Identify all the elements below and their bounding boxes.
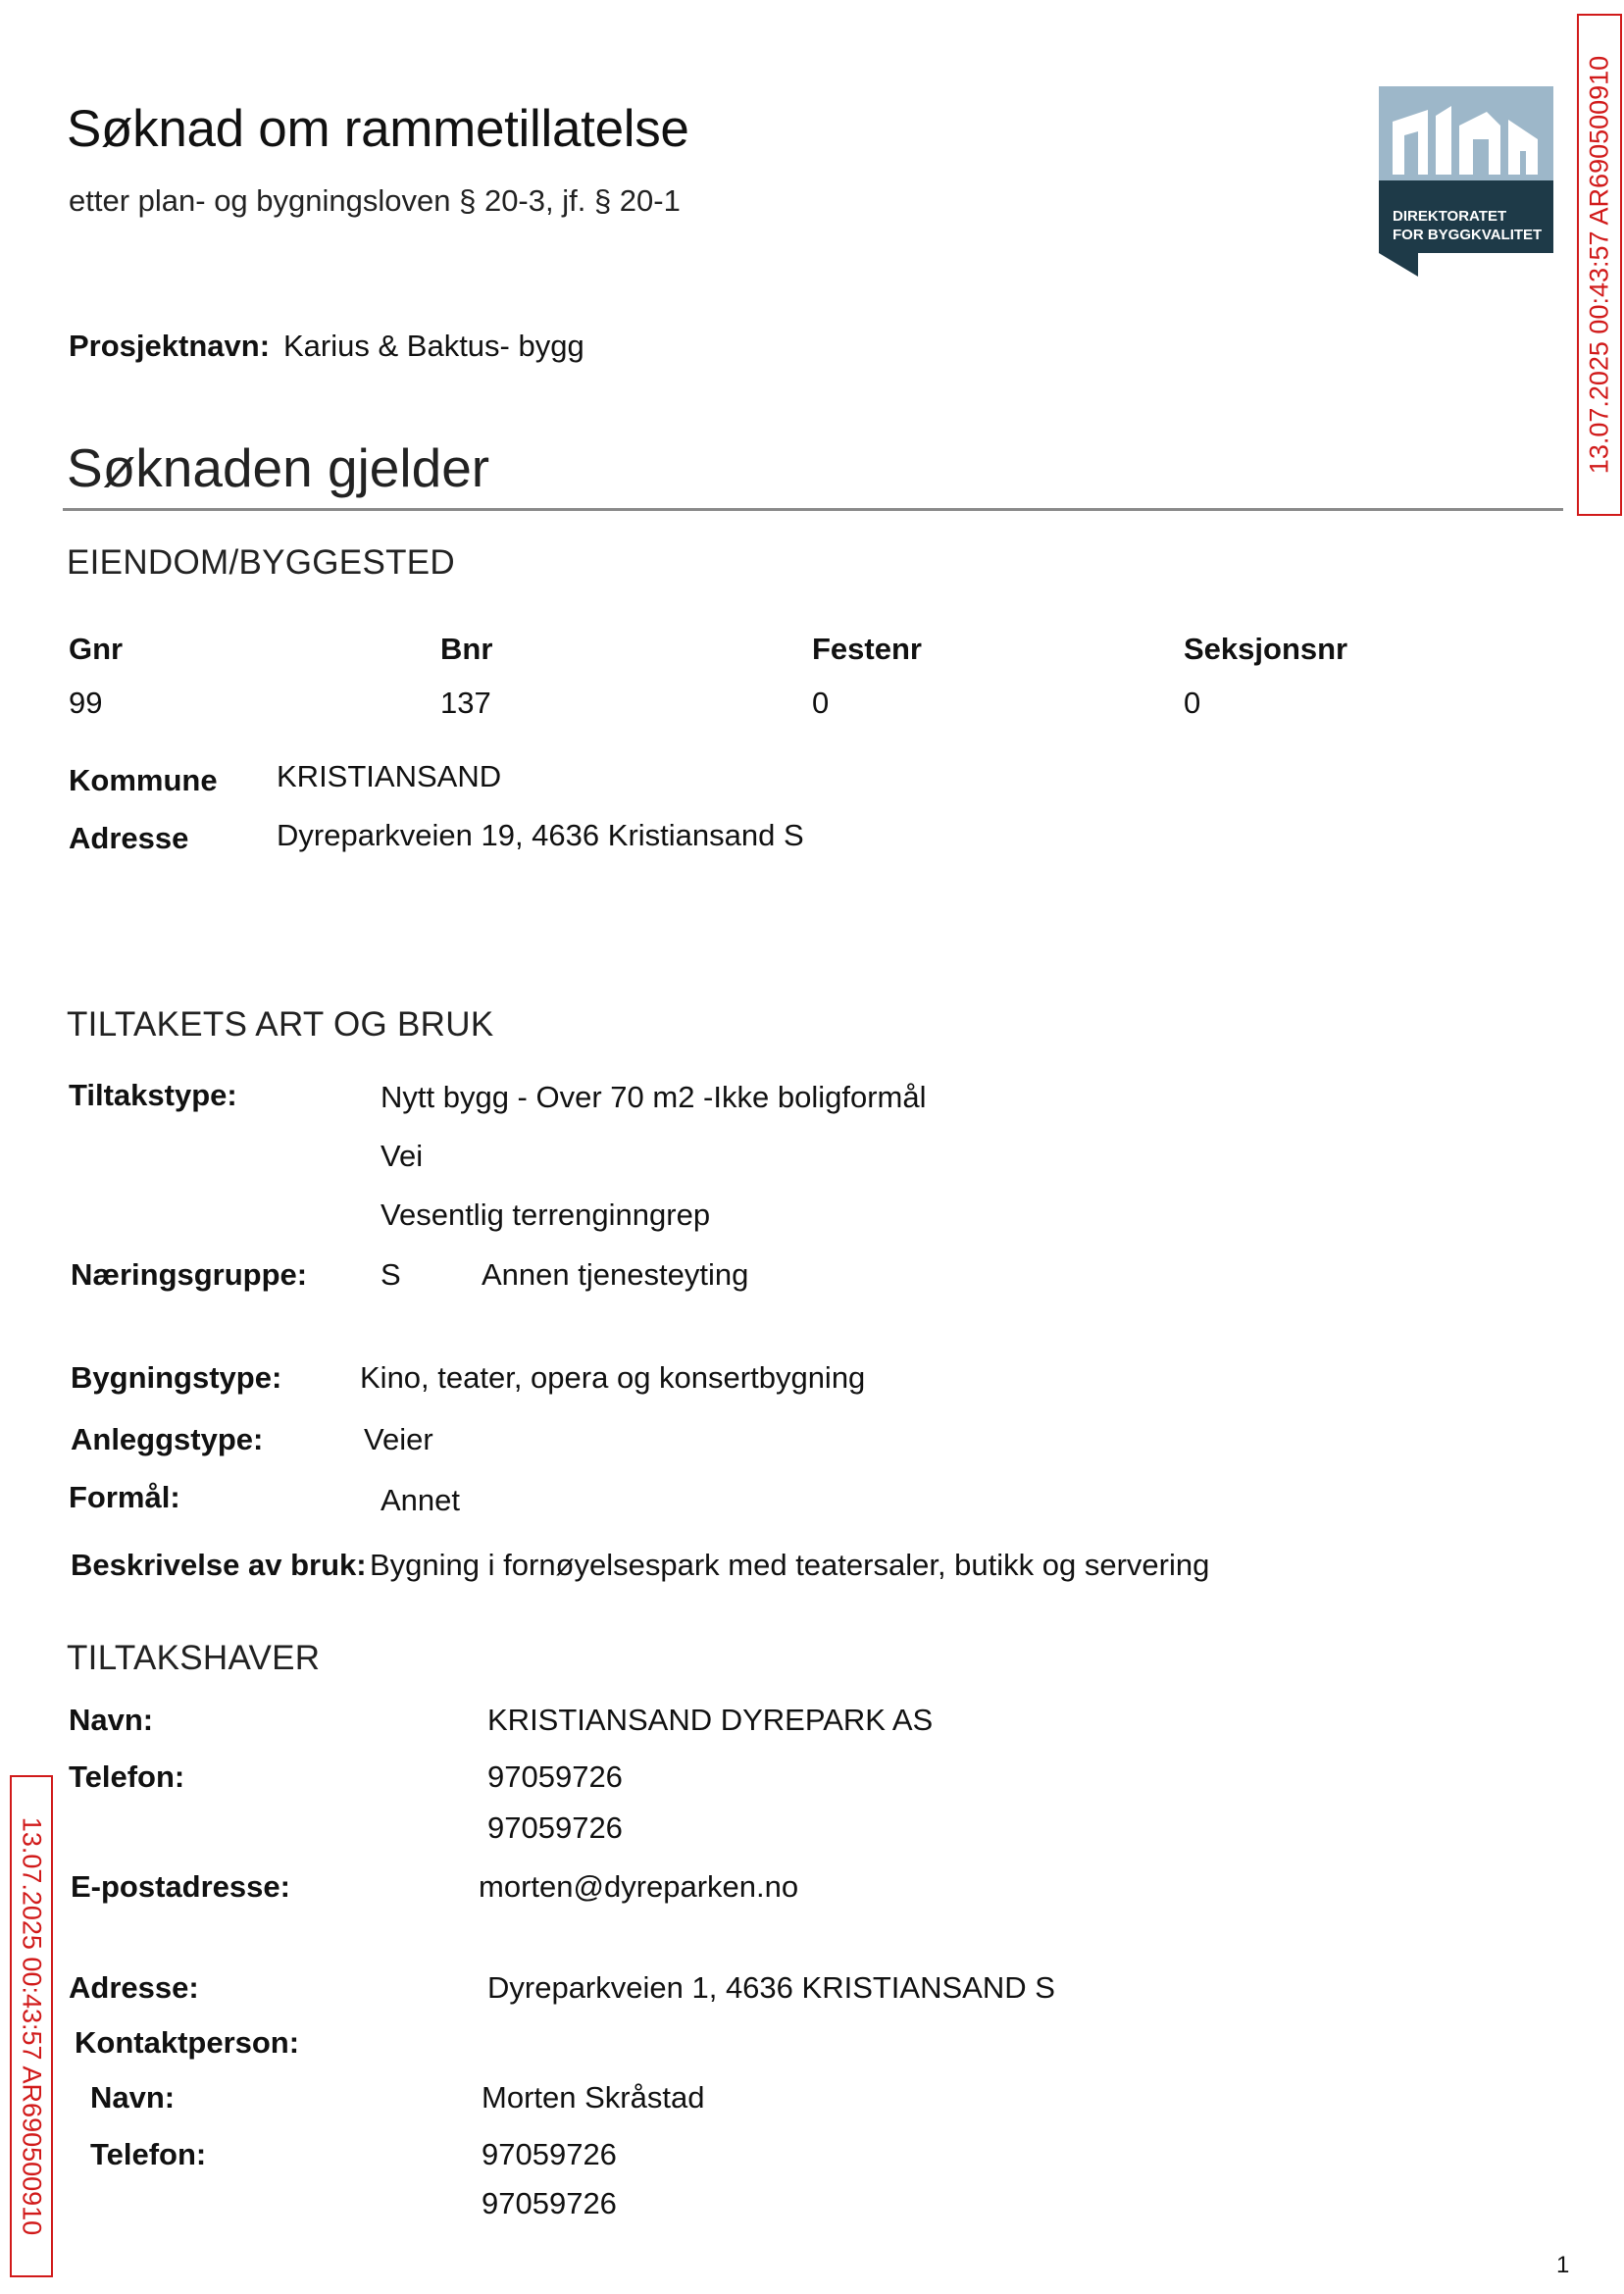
dibk-logo: [1379, 86, 1553, 277]
timestamp-stamp-top-text: 13.07.2025 00:43:57 AR690500910: [1584, 55, 1614, 475]
timestamp-stamp-side: [10, 1775, 53, 2277]
formal-label: Formål:: [69, 1480, 180, 1514]
tiltakstype-value-1: Nytt bygg - Over 70 m2 -Ikke boligformål: [381, 1080, 927, 1114]
tiltakshaver-telefon-label: Telefon:: [69, 1759, 185, 1794]
tiltakshaver-navn-value: KRISTIANSAND DYREPARK AS: [487, 1703, 934, 1737]
beskrivelse-label: Beskrivelse av bruk:: [71, 1548, 367, 1582]
tiltakstype-value-2: Vei: [381, 1139, 424, 1173]
section-divider: [63, 508, 1563, 511]
kontaktperson-navn-label: Navn:: [90, 2080, 176, 2115]
kommune-value: KRISTIANSAND: [277, 759, 502, 793]
kommune-label: Kommune: [69, 763, 218, 797]
beskrivelse-value: Bygning i fornøyelsespark med teatersaler, butikk og servering: [370, 1548, 1210, 1582]
tiltakshaver-adresse-label: Adresse:: [69, 1970, 199, 2005]
tiltak-heading: TILTAKETS ART OG BRUK: [67, 1005, 494, 1044]
bygningstype-value: Kino, teater, opera og konsertbygning: [360, 1360, 866, 1395]
tiltakshaver-telefon-value-2: 97059726: [487, 1810, 623, 1845]
bygningstype-label: Bygningstype:: [71, 1360, 282, 1395]
festenr-value: 0: [812, 686, 830, 720]
festenr-label: Festenr: [812, 632, 922, 666]
seksjonsnr-label: Seksjonsnr: [1184, 632, 1348, 666]
anleggstype-label: Anleggstype:: [71, 1422, 264, 1456]
document-subtitle: etter plan- og bygningsloven § 20-3, jf. § 20-1: [69, 183, 681, 218]
kontaktperson-telefon-value-1: 97059726: [482, 2137, 617, 2171]
page-number: 1: [1556, 2252, 1570, 2278]
naeringsgruppe-label: Næringsgruppe:: [71, 1257, 308, 1292]
anleggstype-value: Veier: [364, 1422, 433, 1456]
project-name-value: Karius & Baktus- bygg: [283, 329, 584, 363]
section-title: Søknaden gjelder: [67, 437, 490, 498]
tiltakshaver-epost-label: E-postadresse:: [71, 1869, 290, 1904]
tiltakstype-label: Tiltakstype:: [69, 1078, 237, 1112]
adresse-value: Dyreparkveien 19, 4636 Kristiansand S: [277, 818, 804, 852]
tiltakshaver-heading: TILTAKSHAVER: [67, 1639, 321, 1677]
timestamp-stamp-top: [1577, 14, 1622, 516]
naeringsgruppe-code: S: [381, 1257, 401, 1292]
kontaktperson-telefon-label: Telefon:: [90, 2137, 207, 2171]
logo-line2: FOR BYGGKVALITET: [1393, 227, 1543, 243]
tiltakstype-value-3: Vesentlig terrenginngrep: [381, 1198, 711, 1232]
tiltakshaver-telefon-value-1: 97059726: [487, 1759, 623, 1794]
kontaktperson-telefon-value-2: 97059726: [482, 2186, 617, 2220]
tiltakshaver-epost-value: morten@dyreparken.no: [479, 1869, 799, 1904]
tiltakshaver-adresse-value: Dyreparkveien 1, 4636 KRISTIANSAND S: [487, 1970, 1055, 2005]
seksjonsnr-value: 0: [1184, 686, 1201, 720]
kontaktperson-label: Kontaktperson:: [75, 2025, 300, 2060]
gnr-value: 99: [69, 686, 103, 720]
project-name-label: Prosjektnavn:: [69, 329, 271, 363]
bnr-label: Bnr: [440, 632, 493, 666]
formal-value: Annet: [381, 1483, 461, 1517]
timestamp-stamp-side-text: 13.07.2025 00:43:57 AR690500910: [17, 1816, 47, 2236]
adresse-label: Adresse: [69, 821, 189, 855]
logo-line1: DIREKTORATET: [1393, 208, 1507, 225]
naeringsgruppe-value: Annen tjenesteyting: [482, 1257, 749, 1292]
bnr-value: 137: [440, 686, 491, 720]
kontaktperson-navn-value: Morten Skråstad: [482, 2080, 705, 2115]
tiltakshaver-navn-label: Navn:: [69, 1703, 154, 1737]
eiendom-heading: EIENDOM/BYGGESTED: [67, 543, 455, 582]
document-title: Søknad om rammetillatelse: [67, 100, 689, 158]
gnr-label: Gnr: [69, 632, 124, 666]
